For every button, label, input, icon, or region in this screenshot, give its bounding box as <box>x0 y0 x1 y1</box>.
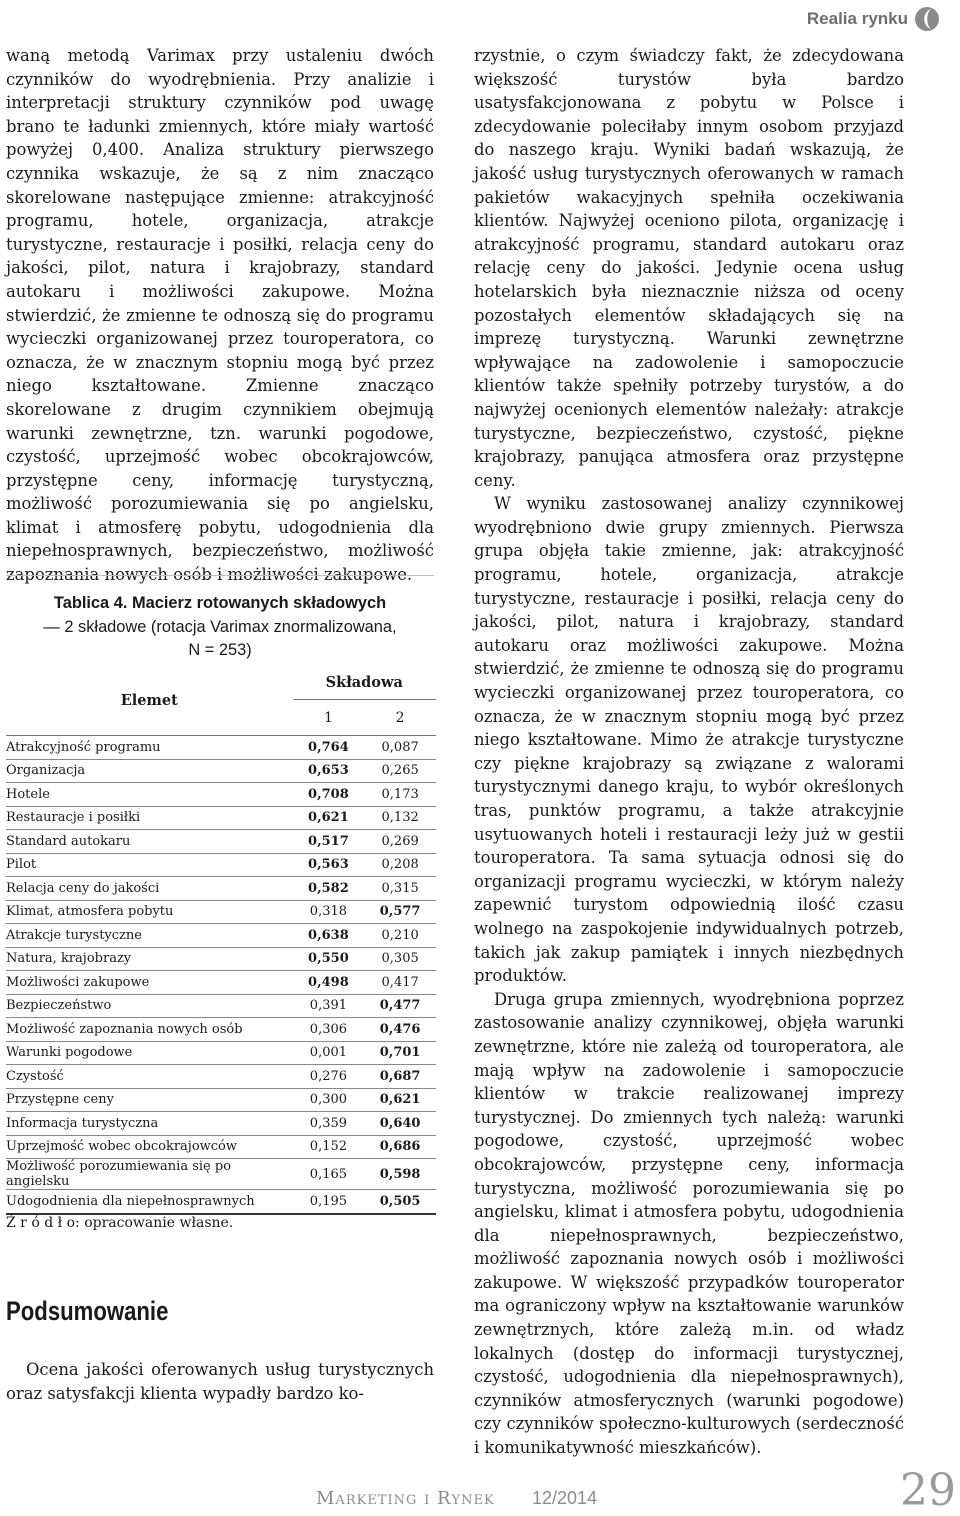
table-row <box>6 900 436 924</box>
row-label: Pilot <box>6 853 293 877</box>
row-loading-component-1: 0,764 <box>293 736 365 760</box>
table-row <box>6 971 436 995</box>
row-label: Standard autokaru <box>6 830 293 854</box>
row-loading-component-1: 0,001 <box>293 1041 365 1065</box>
table-row <box>6 806 436 830</box>
row-loading-component-2: 0,686 <box>364 1135 436 1159</box>
table-source: Ź r ó d ł o: opracowanie własne. <box>6 1215 234 1231</box>
row-loading-component-1: 0,517 <box>293 830 365 854</box>
row-loading-component-2: 0,640 <box>364 1112 436 1136</box>
row-loading-component-1: 0,638 <box>293 924 365 948</box>
row-label: Bezpieczeństwo <box>6 994 293 1018</box>
row-loading-component-2: 0,621 <box>364 1088 436 1112</box>
row-loading-component-2: 0,269 <box>364 830 436 854</box>
row-loading-component-2: 0,265 <box>364 759 436 783</box>
row-loading-component-2: 0,132 <box>364 806 436 830</box>
row-label: Organizacja <box>6 759 293 783</box>
row-label: Udogodnienia dla niepełnosprawnych <box>6 1190 293 1214</box>
table-row <box>6 1018 436 1042</box>
row-loading-component-2: 0,598 <box>364 1159 436 1190</box>
row-label: Natura, krajobrazy <box>6 947 293 971</box>
row-loading-component-1: 0,653 <box>293 759 365 783</box>
table-row <box>6 994 436 1018</box>
row-label: Uprzejmość wobec obcokrajowców <box>6 1135 293 1159</box>
header-element: Elemet <box>6 665 293 736</box>
section-logo-icon <box>914 6 940 32</box>
table-row <box>6 1041 436 1065</box>
row-loading-component-1: 0,300 <box>293 1088 365 1112</box>
rotated-components-table <box>6 665 436 1215</box>
row-loading-component-1: 0,391 <box>293 994 365 1018</box>
table-row <box>6 1159 436 1190</box>
row-loading-component-2: 0,505 <box>364 1190 436 1214</box>
row-label: Restauracje i posiłki <box>6 806 293 830</box>
row-loading-component-2: 0,701 <box>364 1041 436 1065</box>
header-component-2: 2 <box>364 700 436 736</box>
summary-heading: Podsumowanie <box>6 1296 169 1326</box>
row-loading-component-1: 0,306 <box>293 1018 365 1042</box>
row-label: Atrakcje turystyczne <box>6 924 293 948</box>
row-loading-component-1: 0,621 <box>293 806 365 830</box>
table-row <box>6 736 436 760</box>
row-label: Czystość <box>6 1065 293 1089</box>
row-loading-component-1: 0,359 <box>293 1112 365 1136</box>
row-loading-component-2: 0,208 <box>364 853 436 877</box>
table-row <box>6 924 436 948</box>
header-component-1: 1 <box>293 700 365 736</box>
section-tag-label: Realia rynku <box>806 9 908 28</box>
row-loading-component-1: 0,550 <box>293 947 365 971</box>
row-loading-component-2: 0,577 <box>364 900 436 924</box>
table-row <box>6 947 436 971</box>
row-loading-component-2: 0,477 <box>364 994 436 1018</box>
row-loading-component-1: 0,152 <box>293 1135 365 1159</box>
table-row <box>6 783 436 807</box>
footer-journal: Marketing i Rynek <box>316 1488 495 1509</box>
row-loading-component-2: 0,417 <box>364 971 436 995</box>
row-loading-component-1: 0,563 <box>293 853 365 877</box>
table-caption-line: — 2 składowe (rotacja Varimax znormalizowana, <box>43 617 397 636</box>
row-label: Warunki pogodowe <box>6 1041 293 1065</box>
row-loading-component-1: 0,195 <box>293 1190 365 1214</box>
table-row <box>6 1112 436 1136</box>
right-paragraph-3: Druga grupa zmiennych, wyodrębniona poprzez zastosowanie analizy czynnikowej, objęła warunki zewnętrzne, które nie zależą od touroperatora, ale mają wpływ na zadowolenie i samopoczucie klientów w trakcie realizowanej imprezy turystycznej. Do zmiennych tych należą: warunki pogodowe, czystość, uprzejmość wobec obcokrajowców, przystępne ceny, informacja turystyczna, możliwość porozumiewania się po angielsku, klimat i atmosfera pobytu, udogodnienia dla niepełnosprawnych, bezpieczeństwo, możliwość zapoznania nowych osób i możliwości zakupowe. W większość przypadków touroperator ma ograniczony wpływ na kształtowanie warunków zewnętrznych, które zależą m.in. od władz lokalnych (dostęp do informacji turystycznej, czystość, udogodnienia dla niepełnosprawnych), czynników atmosferycznych (warunki pogodowe) czy czynników społeczno-kulturowych (serdeczność i komunikatywność mieszkańców). <box>474 989 904 1458</box>
table-row <box>6 1190 436 1214</box>
row-label: Atrakcyjność programu <box>6 736 293 760</box>
row-loading-component-1: 0,276 <box>293 1065 365 1089</box>
summary-paragraph: Ocena jakości oferowanych usług turystycznych oraz satysfakcji klienta wypadły bardzo ko- <box>6 1360 434 1403</box>
row-label: Informacja turystyczna <box>6 1112 293 1136</box>
right-paragraph-2: W wyniku zastosowanej analizy czynnikowej wyodrębniono dwie grupy zmiennych. Pierwsza grupa objęła takie zmienne, jak: atrakcyjność programu, hotele, organizacja, atrakcje turystyczne, restauracje i posiłki, relacja ceny do jakości, pilot, natura i krajobrazy, standard autokaru oraz możliwości zakupowe. Można stwierdzić, że zmienne te odnoszą się do programu wycieczki organizowanej przez touroperatora, co oznacza, że w znacznym stopniu mogą być przez niego kształtowane. Mimo że atrakcje turystyczne czy piękne krajobrazy są związane z walorami turystycznymi danego kraju, to wybór określonych tras, punktów programu, a także atrakcyjnie usytuowanych hoteli i restauracji leży już w gestii touroperatora. Ta sama sytuacja odnosi się do organizacji programu wycieczki, w którym należy zapewnić turystom odpowiednią ilość czasu wolnego na zaspokojenie indywidualnych potrzeb, takich jak zakup pamiątek i innych niezbędnych produktów. <box>474 494 904 986</box>
row-loading-component-2: 0,210 <box>364 924 436 948</box>
row-label: Możliwość porozumiewania się po angielsku <box>6 1159 293 1190</box>
row-label: Możliwość zapoznania nowych osób <box>6 1018 293 1042</box>
table-row <box>6 1065 436 1089</box>
row-label: Przystępne ceny <box>6 1088 293 1112</box>
table-caption <box>6 592 434 663</box>
table-caption-line: N = 253) <box>188 641 252 660</box>
row-label: Relacja ceny do jakości <box>6 877 293 901</box>
table-row <box>6 877 436 901</box>
row-loading-component-2: 0,315 <box>364 877 436 901</box>
row-loading-component-1: 0,498 <box>293 971 365 995</box>
table-caption-line: Tablica 4. Macierz rotowanych składowych <box>53 594 387 612</box>
table-row <box>6 1088 436 1112</box>
left-paragraph: waną metodą Varimax przy ustaleniu dwóch czynników do wyodrębnienia. Przy analizie i interpretacji struktury czynników pod uwagę brano te ładunki zmiennych, które miały wartość powyżej 0,400. Analiza struktury pierwszego czynnika wskazuje, że są z nim znacząco skorelowane następujące zmienne: atrakcyjność programu, hotele, organizacja, atrakcje turystyczne, restauracje i posiłki, relacja ceny do jakości, pilot, natura i krajobrazy, standard autokaru i możliwości zakupowe. Można stwierdzić, że zmienne te odnoszą się do programu wycieczki organizowanej przez touroperatora, co oznacza, że w znacznym stopniu mogą być przez niego kształtowane. Zmienne znacząco skorelowane z drugim czynnikiem obejmują warunki zewnętrzne, tzn. warunki pogodowe, czystość, uprzejmość wobec obcokrajowców, przystępne ceny, informację turystyczną, możliwość porozumiewania się po angielsku, klimat i atmosferę pobytu, udogodnienia dla niepełnosprawnych, bezpieczeństwo, możliwość zapoznania nowych osób i możliwości zakupowe. <box>6 46 434 585</box>
table-body <box>6 736 436 1214</box>
row-label: Hotele <box>6 783 293 807</box>
table-row <box>6 853 436 877</box>
row-label: Klimat, atmosfera pobytu <box>6 900 293 924</box>
table-top-rule <box>6 575 434 576</box>
row-label: Możliwości zakupowe <box>6 971 293 995</box>
summary-section <box>6 1358 434 1405</box>
row-loading-component-1: 0,708 <box>293 783 365 807</box>
row-loading-component-1: 0,582 <box>293 877 365 901</box>
section-tag <box>807 6 940 32</box>
table-row <box>6 830 436 854</box>
right-paragraph-1: rzystnie, o czym świadczy fakt, że zdecydowana większość turystów była bardzo usatysfakcjonowana z pobytu w Polsce i zdecydowanie poleciłaby innym osobom przyjazd do naszego kraju. Wyniki badań wskazują, że jakość usług turystycznych oferowanych w ramach pakietów wakacyjnych spełniła oczekiwania klientów. Najwyżej oceniono pilota, organizację i atrakcyjność programu, standard autokaru oraz relację ceny do jakości. Jedynie ocena usług hotelarskich była nieznacznie niższa od oceny pozostałych elementów składających się na imprezę turystyczną. Warunki zewnętrzne wpływające na zadowolenie i samopoczucie klientów także spełniły potrzeby turystów, a do najwyżej ocenionych elementów należały: atrakcje turystyczne, bezpieczeństwo, czystość, piękne krajobrazy, panująca atmosfera oraz przystępne ceny. <box>474 46 904 490</box>
row-loading-component-1: 0,165 <box>293 1159 365 1190</box>
footer-issue: 12/2014 <box>532 1488 598 1508</box>
table-row <box>6 1135 436 1159</box>
table-row <box>6 759 436 783</box>
page-number: 29 <box>900 1465 956 1516</box>
row-loading-component-2: 0,305 <box>364 947 436 971</box>
row-loading-component-2: 0,687 <box>364 1065 436 1089</box>
row-loading-component-2: 0,087 <box>364 736 436 760</box>
row-loading-component-2: 0,173 <box>364 783 436 807</box>
right-column <box>474 44 904 1460</box>
left-column <box>6 44 434 587</box>
row-loading-component-1: 0,318 <box>293 900 365 924</box>
row-loading-component-2: 0,476 <box>364 1018 436 1042</box>
header-components: Składowa <box>293 665 436 700</box>
